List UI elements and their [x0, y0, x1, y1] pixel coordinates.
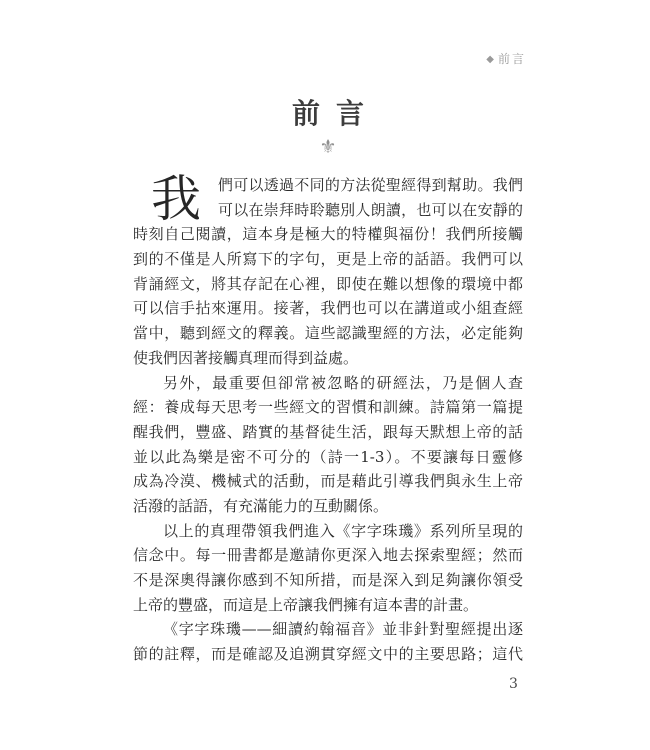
text-line: 上帝的豐盛，而這是上帝讓我們擁有這本書的計畫。 — [133, 595, 479, 614]
text-line: 以上的真理帶領我們進入《字字珠璣》系列所呈現的 — [163, 521, 523, 540]
text-line: 時刻自己閱讀，這本身是極大的特權與福份！我們所接觸 — [133, 225, 523, 244]
paragraph-4 — [133, 617, 523, 666]
running-header — [486, 50, 526, 67]
text-line: 使我們因著接觸真理而得到益處。 — [133, 348, 359, 367]
text-line: 節的註釋，而是確認及追溯貫穿經文中的主要思路；這代 — [133, 645, 523, 664]
text-line: 成為冷漠、機械式的活動，而是藉此引導我們與永生上帝 — [133, 472, 523, 491]
paragraph-1 — [133, 170, 523, 371]
text-line: 不是深奧得讓你感到不知所措，而是深入到足夠讓你領受 — [133, 571, 523, 589]
running-header-label: 前言 — [497, 52, 526, 66]
drop-cap: 我 — [151, 170, 201, 228]
text-line: 當中，聽到經文的釋義。這些認識聖經的方法，必定能夠 — [133, 324, 523, 343]
text-line: 背誦經文，將其存記在心裡，即使在難以想像的環境中都 — [133, 274, 523, 293]
text-line: 可以在崇拜時聆聽別人朗讀，也可以在安靜的 — [218, 200, 523, 219]
text-line: 醒我們，豐盛、踏實的基督徒生活，跟每天默想上帝的話 — [133, 422, 523, 441]
text-line: 到的不僅是人所寫下的字句，更是上帝的話語。我們可以 — [133, 250, 523, 269]
paragraph-3 — [133, 519, 523, 618]
text-line: 們可以透過不同的方法從聖經得到幫助。我們 — [218, 176, 523, 194]
paragraph-2 — [133, 371, 523, 519]
text-line: 經：養成每天思考一些經文的習慣和訓練。詩篇第一篇提 — [133, 398, 523, 417]
page-number: 3 — [509, 676, 518, 692]
text-line: 可以信手拈來運用。接著，我們也可以在講道或小組查經 — [133, 299, 523, 318]
diamond-icon: ◆ — [486, 54, 496, 65]
body-text — [133, 170, 523, 667]
text-line: 活潑的話語，有充滿能力的互動關係。 — [133, 496, 389, 515]
fleur-de-lis-ornament-icon: ⚜ — [319, 136, 337, 158]
text-line: 並以此為樂是密不可分的（詩一1-3）。不要讓每日靈修 — [133, 447, 523, 466]
text-line: 另外，最重要但卻常被忽略的研經法，乃是個人查 — [163, 373, 523, 392]
text-line: 《字字珠璣——細讀約翰福音》並非針對聖經提出逐 — [163, 620, 523, 639]
text-line: 信念中。每一冊書都是邀請你更深入地去探索聖經；然而 — [133, 546, 523, 565]
page-title: 前言 — [291, 97, 380, 130]
